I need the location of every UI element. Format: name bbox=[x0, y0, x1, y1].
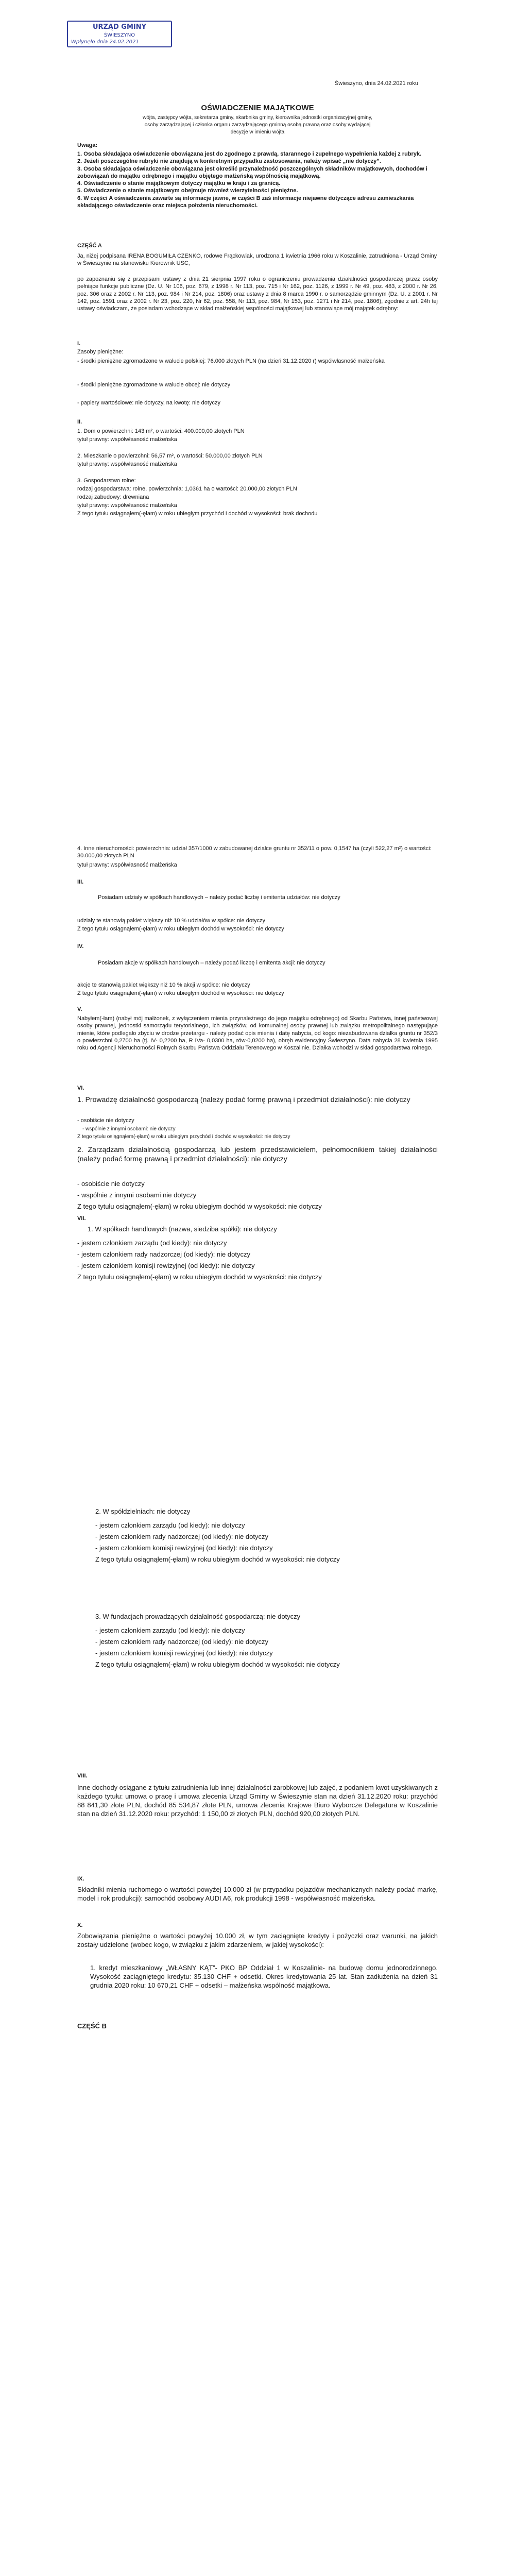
foundations-item: - jestem członkiem rady nadzorczej (od kiedy): nie dotyczy bbox=[95, 1638, 268, 1646]
subtitle-line-2: osoby zarządzającej i członka organu zarządzającego gminną osobą prawną oraz osoby wydającej bbox=[144, 122, 371, 128]
companies-item: - jestem członkiem zarządu (od kiedy): nie dotyczy bbox=[77, 1239, 227, 1247]
cooperatives-list bbox=[95, 1520, 438, 1565]
stocks-package: akcje te stanowią pakiet większy niż 10 % akcji w spółce: nie dotyczy bbox=[77, 982, 250, 988]
foundations-item: - jestem członkiem komisji rewizyjnej (od kiedy): nie dotyczy bbox=[95, 1649, 273, 1657]
part-a-law: po zapoznaniu się z przepisami ustawy z dnia 21 sierpnia 1997 roku o ograniczeniu prowadzenia działalności gospodarczej przez osoby pełniące funkcje publiczne (Dz. U. Nr 106, poz. 679, z 1998 r. Nr 113, poz. 715 i Nr 162, poz. 1126, z 1999 r. Nr 49, poz. 483, z 2000 r. Nr 26, poz. 306 oraz z 2002 r. Nr 113, poz. 984 i Nr 214, poz. 1806) oraz ustawy z dnia 8 marca 1990 r. o samorządzie gminnym (Dz. U. z 2001 r. Nr 142, poz. 1591 oraz z 2002 r. Nr 23, poz. 220, Nr 62, poz. 558, Nr 113, poz. 984, Nr 153, poz. 1271 i Nr 214, poz. 1806), zgodnie z art. 24h tej ustawy oświadczam, że posiadam wchodzące w skład małżeńskiej wspólności majątkowej lub stanowiące mój majątek odrębny: bbox=[77, 276, 438, 312]
section-vi-number: VI. bbox=[77, 1085, 84, 1091]
flat: 2. Mieszkanie o powierzchni: 56,57 m², o wartości: 50.000,00 złotych PLN bbox=[77, 453, 263, 459]
house-title: tytuł prawny: współwłasność małżeńska bbox=[77, 436, 177, 443]
other-income: Inne dochody osiągane z tytułu zatrudnienia lub innej działalności zarobkowej lub zajęć, z podaniem kwot uzyskiwanych z każdego tytułu: umowa o pracę i umowa zlecenia Urząd Gminy w Świeszynie stan na dzień 31.12.2020 roku: przychód 88 841,30 złote PLN, dochód 85 534,87 złote PLN, umowa zlecenia Krajowe Biuro Wyborcze Delegatura w Koszalinie stan na dzień 31.12.2020 roku: przychód: 1 150,00 zł złotych PLN, dochód 920,00 złotych PLN. bbox=[77, 1784, 438, 1818]
cash-foreign: - środki pieniężne zgromadzone w walucie obcej: nie dotyczy bbox=[77, 382, 231, 388]
other-property: 4. Inne nieruchomości: powierzchnia: udział 357/1000 w zabudowanej działce gruntu nr 352/11 o pow. 0,1547 ha (czyli 522,27 m²) o wartości: 30.000,00 złotych PLN bbox=[77, 845, 432, 859]
management-income: Z tego tytułu osiągnąłem(-ęłam) w roku ubiegłym dochód w wysokości: nie dotyczy bbox=[77, 1202, 322, 1210]
movable-property: Składniki mienia ruchomego o wartości powyżej 10.000 zł (w przypadku pojazdów mechanicznych należy podać markę, model i rok produkcji): samochód osobowy AUDI A6, rok produkcji 1998 - współwłasność małżeńska. bbox=[77, 1886, 438, 1902]
companies-list bbox=[77, 1238, 438, 1283]
notice-list bbox=[77, 150, 438, 209]
section-ii-number: II. bbox=[77, 419, 82, 425]
management-personal: - osobiście nie dotyczy bbox=[77, 1180, 145, 1188]
flat-title: tytuł prawny: współwłasność małżeńska bbox=[77, 461, 177, 467]
farm: 3. Gospodarstwo rolne: bbox=[77, 478, 136, 484]
farm-buildings: rodzaj zabudowy: drewniana bbox=[77, 494, 149, 500]
stamp-office: URZĄD GMINY bbox=[92, 23, 147, 31]
foundations-income: Z tego tytułu osiągnąłem(-ęłam) w roku ubiegłym dochód w wysokości: nie dotyczy bbox=[95, 1660, 340, 1669]
cooperatives-item: - jestem członkiem zarządu (od kiedy): nie dotyczy bbox=[95, 1521, 245, 1529]
stamp-municipality: ŚWIESZYNO bbox=[104, 32, 135, 38]
shares-package: udziały te stanowią pakiet większy niż 10 % udziałów w spółce: nie dotyczy bbox=[77, 918, 266, 924]
subtitle-line-3: decyzje w imieniu wójta bbox=[230, 129, 285, 135]
section-v-number: V. bbox=[77, 1006, 82, 1012]
other-property-title: tytuł prawny: współwłasność małżeńska bbox=[77, 862, 177, 868]
notice-heading: Uwaga: bbox=[77, 142, 98, 148]
notice-item: 4. Oświadczenie o stanie majątkowym dotyczy majątku w kraju i za granicą. bbox=[77, 180, 281, 187]
farm-title: tytuł prawny: współwłasność małżeńska bbox=[77, 502, 177, 509]
business-income: Z tego tytułu osiągnąłem(-ęłam) w roku ubiegłym przychód i dochód w wysokości: nie dotyczy bbox=[77, 1134, 290, 1140]
acquired-property: Nabyłem(-łam) (nabył mój małżonek, z wyłączeniem mienia przynależnego do jego majątku odrębnego) od Skarbu Państwa, innej państwowej osoby prawnej, jednostki samorządu terytorialnego, ich związków, od komunalnej osoby prawnej lub związku metropolitalnego następujące mienie, które podlegało zbyciu w drodze przetargu - należy podać opis mienia i datę nabycia, od kogo: niezabudowana działka gruntu nr 352/3 o powierzchni 0,2700 ha (tj. IV- 0,2200 ha, R IVa- 0,0300 ha, rów-0,0200 ha), obręb ewidencyjny Świeszyno. Data nabycia 28 kwietnia 1995 roku od Agencji Nieruchomości Rolnych Skarbu Państwa Oddziału Terenowego w Koszalinie. Działka wchodzi w skład gospodarstwa rolnego. bbox=[77, 1015, 438, 1052]
section-x-number: X. bbox=[77, 1922, 83, 1928]
business-joint: - wspólnie z innymi osobami: nie dotyczy bbox=[82, 1126, 176, 1132]
section-i-number: I. bbox=[77, 341, 81, 347]
notice-item: 6. W części A oświadczenia zawarte są informacje jawne, w części B zaś informacje niejawne dotyczące adresu zamieszkania składającego oświadczenie oraz miejsca położenia nieruchomości. bbox=[77, 195, 414, 209]
liability-item: 1. kredyt mieszkaniowy „WŁASNY KĄT”- PKO BP Oddział 1 w Koszalinie- na budowę domu jednorodzinnego. Wysokość zaciągniętego kredytu: 35.130 CHF + odsetki. Okres kredytowania 25 lat. Stan zadłużenia na dzień 31 grudnia 2020 roku: 10 670,21 CHF + odsetki – małżeńska wspólność majątkowa. bbox=[90, 1964, 438, 1989]
date-place: Świeszyno, dnia 24.02.2021 roku bbox=[335, 80, 419, 87]
part-a-heading: CZĘŚĆ A bbox=[77, 243, 102, 249]
shares-text: Posiadam udziały w spółkach handlowych – należy podać liczbę i emitenta udziałów: nie dotyczy bbox=[98, 894, 340, 901]
notice-item: 2. Jeżeli poszczególne rubryki nie znajdują w konkretnym przypadku zastosowania, należy wpisać „nie dotyczy”. bbox=[77, 158, 381, 165]
farm-income: Z tego tytułu osiągnąłem(-ęłam) w roku ubiegłym przychód i dochód w wysokości: brak dochodu bbox=[77, 511, 318, 517]
receipt-stamp bbox=[67, 21, 172, 47]
house: 1. Dom o powierzchni: 143 m², o wartości: 400.000,00 złotych PLN bbox=[77, 428, 245, 434]
liabilities: Zobowiązania pieniężne o wartości powyżej 10.000 zł, w tym zaciągnięte kredyty i pożyczki oraz warunki, na jakich zostały udzielone (wobec kogo, w związku z jakim zdarzeniem, w jakiej wysokości): bbox=[77, 1932, 438, 1948]
stocks-income: Z tego tytułu osiągnąłem(-ęłam) w roku ubiegłym dochód w wysokości: nie dotyczy bbox=[77, 990, 284, 996]
companies-income: Z tego tytułu osiągnąłem(-ęłam) w roku ubiegłym dochód w wysokości: nie dotyczy bbox=[77, 1273, 322, 1281]
cash-pln: - środki pieniężne zgromadzone w walucie polskiej: 76.000 złotych PLN (na dzień 31.12.2020 r) współwłasność małżeńska bbox=[77, 358, 385, 364]
companies-heading: 1. W spółkach handlowych (nazwa, siedziba spółki): nie dotyczy bbox=[88, 1225, 277, 1233]
companies-item: - jestem członkiem rady nadzorczej (od kiedy): nie dotyczy bbox=[77, 1250, 250, 1259]
foundations-heading: 3. W fundacjach prowadzących działalność gospodarczą: nie dotyczy bbox=[95, 1613, 301, 1620]
farm-kind: rodzaj gospodarstwa: rolne, powierzchnia: 1,0361 ha o wartości: 20.000,00 złotych PLN bbox=[77, 486, 297, 492]
cooperatives-item: - jestem członkiem komisji rewizyjnej (od kiedy): nie dotyczy bbox=[95, 1544, 273, 1552]
section-iv-number: IV. bbox=[77, 943, 84, 950]
section-i-heading: Zasoby pieniężne: bbox=[77, 349, 124, 355]
shares-income: Z tego tytułu osiągnąłem(-ęłam) w roku ubiegłym dochód w wysokości: nie dotyczy bbox=[77, 926, 284, 932]
business-personal: - osobiście nie dotyczy bbox=[77, 1117, 134, 1124]
stocks-text: Posiadam akcje w spółkach handlowych – należy podać liczbę i emitenta akcji: nie dotyczy bbox=[98, 960, 325, 966]
subtitle-line-1: wójta, zastępcy wójta, sekretarza gminy, skarbnika gminy, kierownika jednostki organizacyjnej gminy, bbox=[143, 115, 372, 121]
notice-item: 5. Oświadczenie o stanie majątkowym obejmuje również wierzytelności pieniężne. bbox=[77, 188, 298, 194]
stamp-received-date: Wpłynęło dnia 24.02.2021 bbox=[71, 39, 139, 45]
business-activity: 1. Prowadzę działalność gospodarczą (należy podać formę prawną i przedmiot działalności): nie dotyczy bbox=[77, 1095, 410, 1104]
foundations-list bbox=[95, 1625, 438, 1670]
business-management: 2. Zarządzam działalnością gospodarczą lub jestem przedstawicielem, pełnomocnikiem takiej działalności (należy podać formę prawną i przedmiot działalności): nie dotyczy bbox=[77, 1145, 438, 1163]
cooperatives-heading: 2. W spółdzielniach: nie dotyczy bbox=[95, 1507, 191, 1515]
section-iii-number: III. bbox=[77, 879, 84, 885]
securities: - papiery wartościowe: nie dotyczy, na kwotę: nie dotyczy bbox=[77, 400, 220, 406]
notice-item: 3. Osoba składająca oświadczenie obowiązana jest określić przynależność poszczególnych składników majątkowych, dochodów i zobowiązań do majątku odrębnego i majątku objętego małżeńską wspólnością majątkową. bbox=[77, 165, 427, 179]
cooperatives-item: - jestem członkiem rady nadzorczej (od kiedy): nie dotyczy bbox=[95, 1533, 268, 1541]
cooperatives-income: Z tego tytułu osiągnąłem(-ęłam) w roku ubiegłym dochód w wysokości: nie dotyczy bbox=[95, 1555, 340, 1564]
foundations-item: - jestem członkiem zarządu (od kiedy): nie dotyczy bbox=[95, 1626, 245, 1634]
section-viii-number: VIII. bbox=[77, 1773, 88, 1779]
companies-item: - jestem członkiem komisji rewizyjnej (od kiedy): nie dotyczy bbox=[77, 1262, 255, 1270]
section-vii-number: VII. bbox=[77, 1215, 86, 1222]
management-joint: - wspólnie z innymi osobami nie dotyczy bbox=[77, 1191, 197, 1199]
page-title: OŚWIADCZENIE MAJĄTKOWE bbox=[201, 104, 314, 112]
part-b-heading: CZĘŚĆ B bbox=[77, 2022, 107, 2030]
part-a-intro: Ja, niżej podpisana IRENA BOGUMIŁA CZENKO, rodowe Frąckowiak, urodzona 1 kwietnia 1966 roku w Koszalinie, zatrudniona - Urząd Gminy w Świeszynie na stanowisku Kierownik USC, bbox=[77, 253, 437, 267]
section-ix-number: IX. bbox=[77, 1876, 84, 1882]
notice-item: 1. Osoba składająca oświadczenie obowiązana jest do zgodnego z prawdą, starannego i zupełnego wypełnienia każdej z rubryk. bbox=[77, 151, 422, 157]
